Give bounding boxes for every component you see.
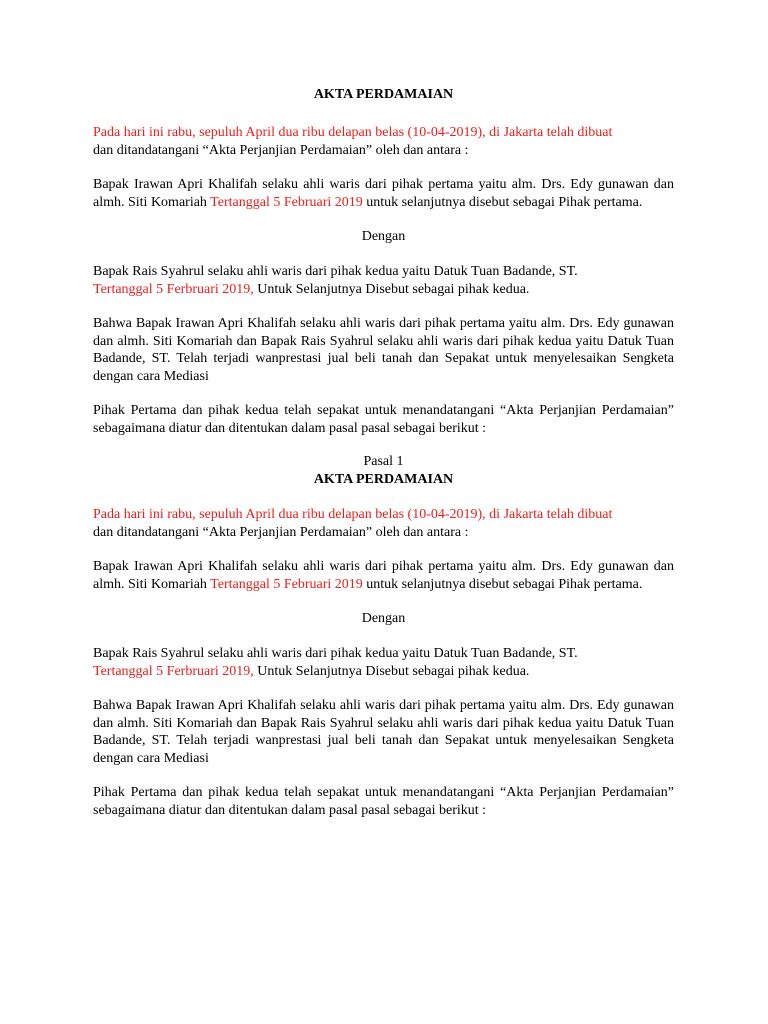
section-2 <box>93 453 674 819</box>
party-two-paragraph <box>93 263 674 298</box>
party-one-paragraph <box>93 176 674 211</box>
opening-paragraph <box>93 506 674 541</box>
party-two-paragraph <box>93 645 674 680</box>
party-one-paragraph <box>93 558 674 593</box>
party-one-text: Bapak Irawan Apri Khalifah selaku ahli waris dari pihak pertama yaitu alm. Drs. Edy gunawan dan almh. Siti Komariah <box>93 559 674 592</box>
party-one-suffix: untuk selanjutnya disebut sebagai Pihak pertama. <box>362 576 643 592</box>
dengan-heading: Dengan <box>361 611 406 626</box>
party-two-text: Bapak Rais Syahrul selaku ahli waris dari pihak kedua yaitu Datuk Tuan Badande, ST. <box>93 646 578 661</box>
opening-date-text: Pada hari ini rabu, sepuluh April dua ribu delapan belas (10-04-2019), di Jakarta telah dibuat <box>93 507 613 522</box>
party-one-text: Bapak Irawan Apri Khalifah selaku ahli waris dari pihak pertama yaitu alm. Drs. Edy gunawan dan almh. Siti Komariah <box>93 177 674 210</box>
agreement-paragraph: Pihak Pertama dan pihak kedua telah sepakat untuk menandatangani “Akta Perjanjian Perdamaian” sebagaimana diatur dan ditentukan dalam pasal pasal sebagai berikut : <box>93 403 674 436</box>
opening-continuation-text: dan ditandatangani “Akta Perjanjian Perdamaian” oleh dan antara : <box>93 524 469 540</box>
dengan-heading: Dengan <box>361 229 406 244</box>
opening-date-text: Pada hari ini rabu, sepuluh April dua ribu delapan belas (10-04-2019), di Jakarta telah dibuat <box>93 125 613 140</box>
section-1 <box>93 86 674 437</box>
party-two-text: Bapak Rais Syahrul selaku ahli waris dari pihak kedua yaitu Datuk Tuan Badande, ST. <box>93 264 578 279</box>
party-two-suffix: Untuk Selanjutnya Disebut sebagai pihak kedua. <box>253 281 530 297</box>
party-two-date: Tertanggal 5 Ferbruari 2019, <box>93 663 254 679</box>
party-two-suffix: Untuk Selanjutnya Disebut sebagai pihak kedua. <box>253 663 530 679</box>
bahwa-paragraph: Bahwa Bapak Irawan Apri Khalifah selaku ahli waris dari pihak pertama yaitu alm. Drs. Edy gunawan dan almh. Siti Komariah dan Bapak Rais Syahrul selaku ahli waris dari pihak kedua yaitu Datuk Tuan Badande, ST. Telah terjadi wanprestasi jual beli tanah dan Sepakat untuk menyelesaikan Sengketa dengan cara Mediasi <box>93 698 674 766</box>
opening-paragraph <box>93 124 674 159</box>
opening-continuation-text: dan ditandatangani “Akta Perjanjian Perdamaian” oleh dan antara : <box>93 142 469 158</box>
party-one-date: Tertanggal 5 Februari 2019 <box>206 576 363 592</box>
party-two-date: Tertanggal 5 Ferbruari 2019, <box>93 281 254 297</box>
pasal-title: AKTA PERDAMAIAN <box>313 472 454 487</box>
bahwa-paragraph: Bahwa Bapak Irawan Apri Khalifah selaku ahli waris dari pihak pertama yaitu alm. Drs. Edy gunawan dan almh. Siti Komariah dan Bapak Rais Syahrul selaku ahli waris dari pihak kedua yaitu Datuk Tuan Badande, ST. Telah terjadi wanprestasi jual beli tanah dan Sepakat untuk menyelesaikan Sengketa dengan cara Mediasi <box>93 316 674 384</box>
party-one-suffix: untuk selanjutnya disebut sebagai Pihak pertama. <box>362 194 643 210</box>
agreement-paragraph: Pihak Pertama dan pihak kedua telah sepakat untuk menandatangani “Akta Perjanjian Perdamaian” sebagaimana diatur dan ditentukan dalam pasal pasal sebagai berikut : <box>93 785 674 818</box>
pasal-heading: Pasal 1 <box>363 454 404 469</box>
document-title: AKTA PERDAMAIAN <box>313 87 454 102</box>
party-one-date: Tertanggal 5 Februari 2019 <box>206 194 363 210</box>
